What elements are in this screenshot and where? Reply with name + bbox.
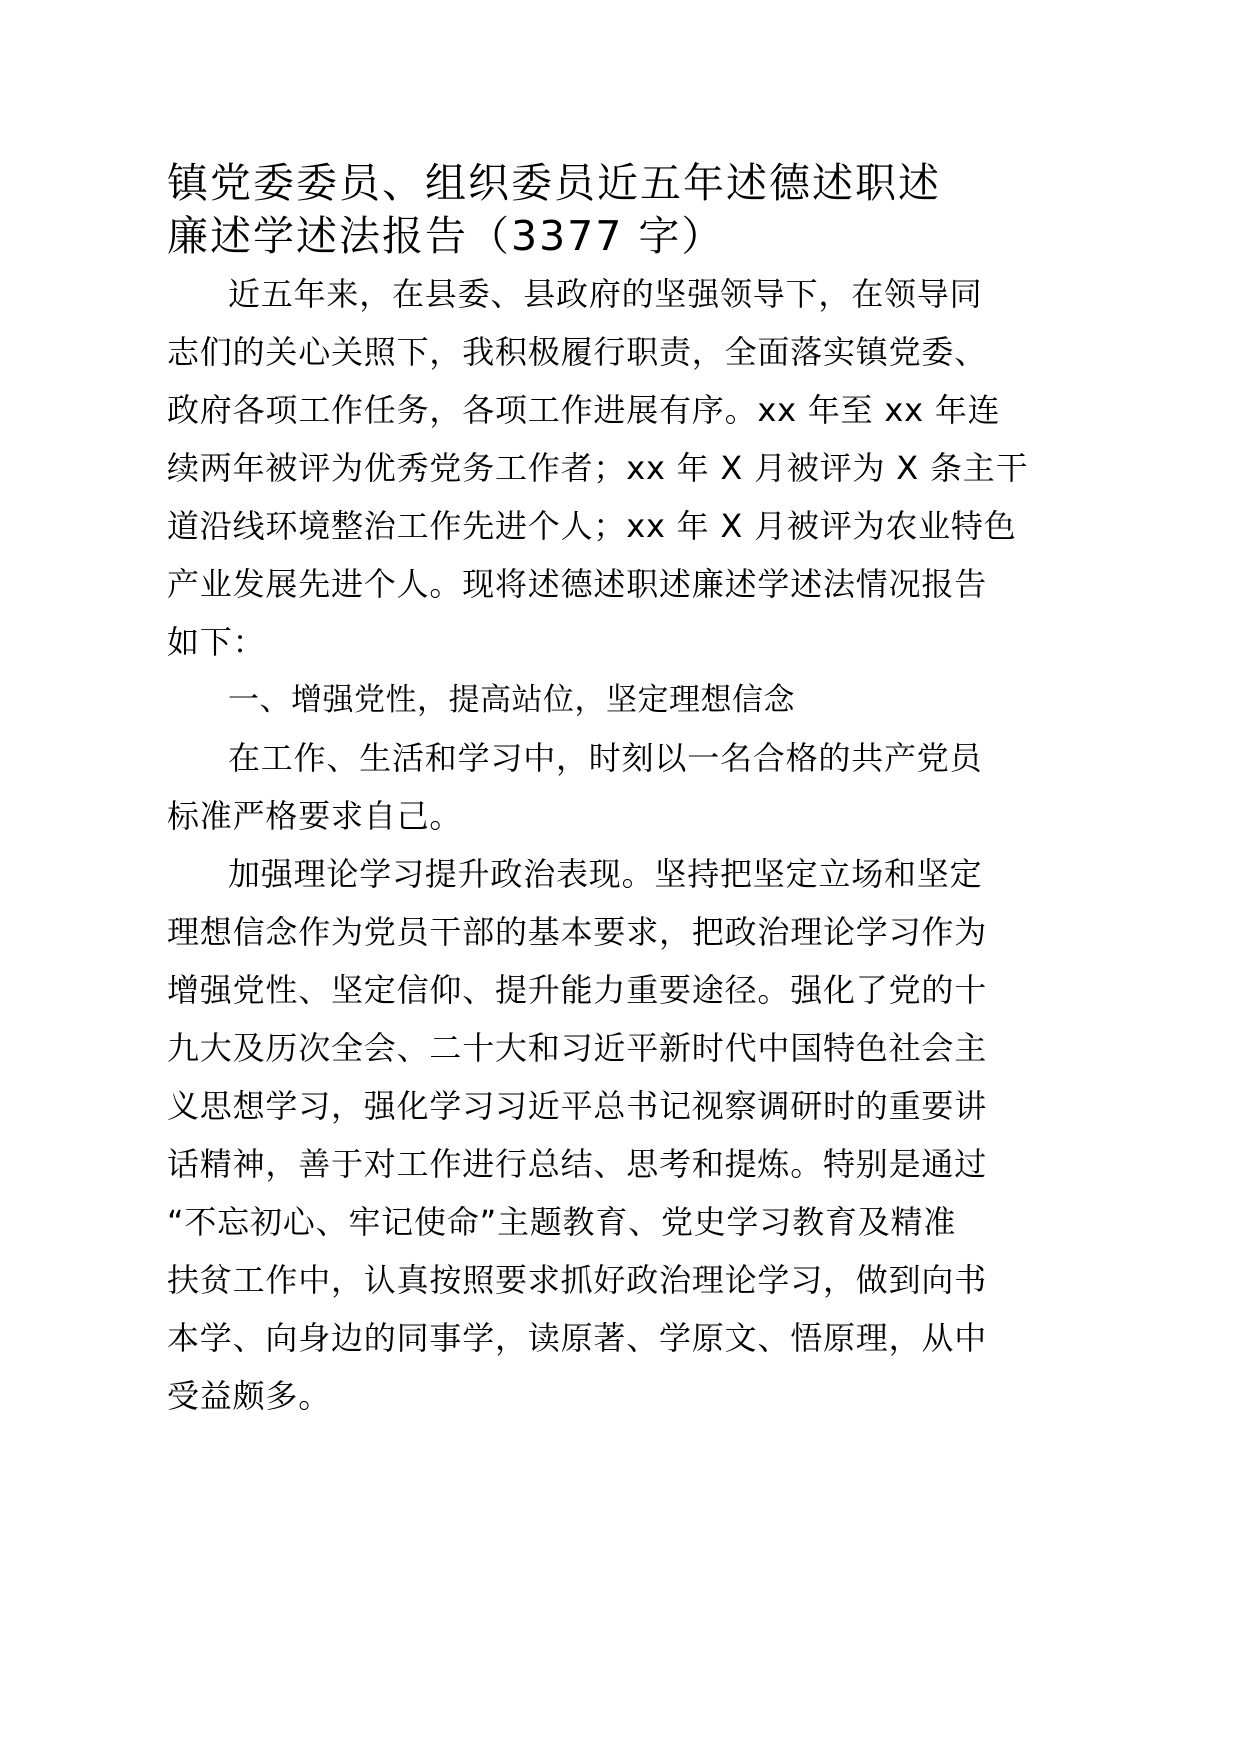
paragraph-3-line-4: 九大及历次全会、二十大和习近平新时代中国特色社会主 — [167, 1029, 988, 1067]
paragraph-1-line-4: 续两年被评为优秀党务工作者；xx 年 X 月被评为 X 条主干 — [167, 449, 1029, 487]
paragraph-1-line-3: 政府各项工作任务，各项工作进展有序。xx 年至 xx 年连 — [167, 391, 1001, 429]
paragraph-3-line-3: 增强党性、坚定信仰、提升能力重要途径。强化了党的十 — [167, 971, 988, 1009]
document-title-line-1: 镇党委委员、组织委员近五年述德述职述 — [167, 159, 941, 207]
paragraph-3-line-5: 义思想学习，强化学习习近平总书记视察调研时的重要讲 — [167, 1087, 988, 1125]
paragraph-1-line-1: 近五年来，在县委、县政府的坚强领导下，在领导同 — [228, 275, 983, 313]
paragraph-1-line-6: 产业发展先进个人。现将述德述职述廉述学述法情况报告 — [167, 565, 988, 603]
paragraph-1-line-2: 志们的关心关照下，我积极履行职责，全面落实镇党委、 — [167, 333, 988, 371]
paragraph-3-line-10: 受益颇多。 — [167, 1377, 332, 1415]
paragraph-2-line-1: 在工作、生活和学习中，时刻以一名合格的共产党员 — [228, 739, 983, 777]
paragraph-2-line-2: 标准严格要求自己。 — [167, 797, 463, 835]
document-title-line-2: 廉述学述法报告（3377 字） — [167, 212, 725, 260]
paragraph-3-line-1: 加强理论学习提升政治表现。坚持把坚定立场和坚定 — [228, 855, 983, 893]
paragraph-1-line-7: 如下： — [167, 623, 266, 661]
paragraph-3-line-8: 扶贫工作中，认真按照要求抓好政治理论学习，做到向书 — [167, 1261, 988, 1299]
paragraph-3-line-6: 话精神，善于对工作进行总结、思考和提炼。特别是通过 — [167, 1145, 988, 1183]
paragraph-3-line-9: 本学、向身边的同事学，读原著、学原文、悟原理，从中 — [167, 1319, 988, 1357]
paragraph-3-line-7: “不忘初心、牢记使命”主题教育、党史学习教育及精准 — [167, 1203, 957, 1241]
paragraph-1-line-5: 道沿线环境整治工作先进个人；xx 年 X 月被评为农业特色 — [167, 507, 1017, 545]
paragraph-3-line-2: 理想信念作为党员干部的基本要求，把政治理论学习作为 — [167, 913, 988, 951]
section-heading-1: 一、增强党性，提高站位，坚定理想信念 — [228, 682, 795, 718]
